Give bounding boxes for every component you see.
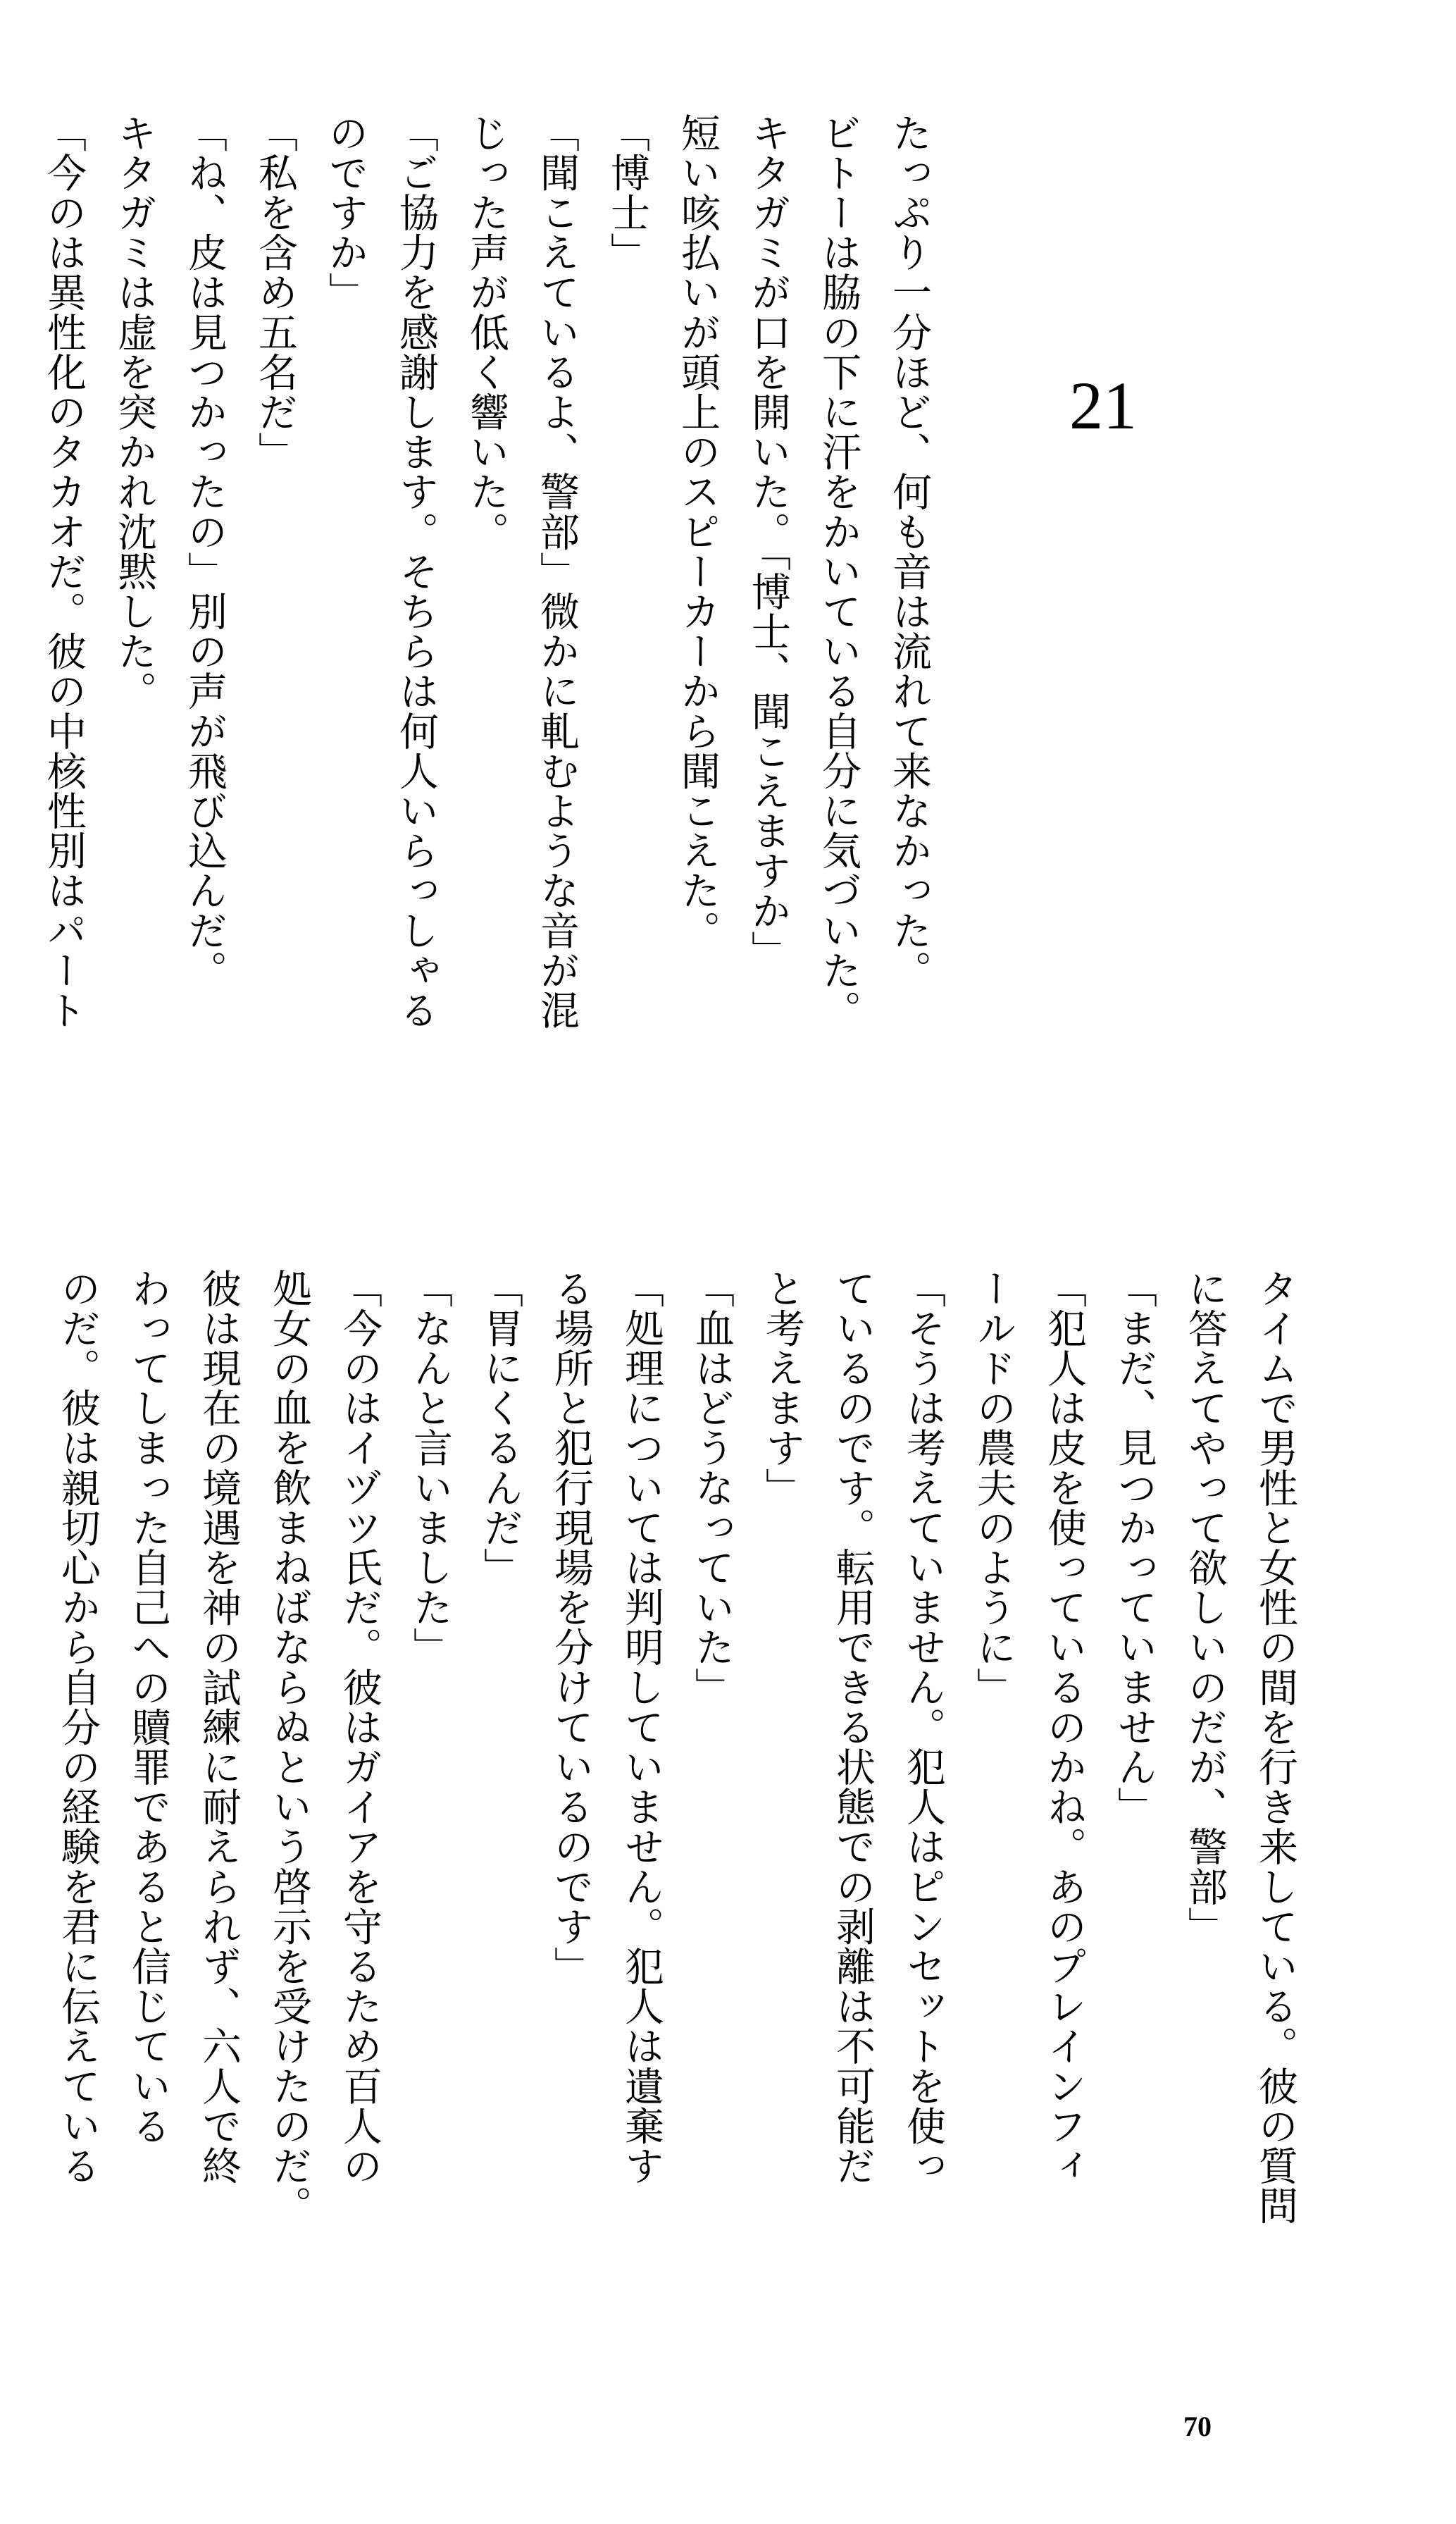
text-line: ビトーは脇の下に汗をかいている自分に気づいた。 bbox=[816, 113, 861, 1030]
text-line: 「胃にくるんだ」 bbox=[478, 1268, 523, 1588]
text-line: 「私を含め五名だ」 bbox=[252, 113, 298, 472]
text-line: 「処理については判明していません。犯人は遺棄す bbox=[618, 1268, 664, 2186]
page-number: 70 bbox=[1183, 2411, 1212, 2442]
text-line: 「血はどうなっていた」 bbox=[689, 1268, 735, 1707]
text-line: る場所と犯行現場を分けているのです」 bbox=[548, 1268, 594, 1986]
text-line: 「聞こえているよ、警部」微かに軋むような音が混 bbox=[534, 113, 580, 1030]
text-line: 「犯人は皮を使っているのかね。あのプレインフィ bbox=[1041, 1268, 1087, 2186]
text-line: 「今のは異性化のタカオだ。彼の中核性別はパート bbox=[41, 113, 87, 1030]
text-line: じった声が低く響いた。 bbox=[463, 113, 509, 552]
text-line: ているのです。転用できる状態での剥離は不可能だ bbox=[830, 1268, 876, 2186]
text-line: わってしまった自己への贖罪であると信じている bbox=[125, 1268, 171, 2146]
text-line: 短い咳払いが頭上のスピーカーから聞こえた。 bbox=[675, 113, 721, 951]
text-line: 「なんと言いました」 bbox=[407, 1268, 453, 1667]
text-line: 「ご協力を感謝します。そちらは何人いらっしゃる bbox=[393, 113, 439, 1030]
text-line: ールドの農夫のように」 bbox=[971, 1268, 1016, 1707]
text-line: 処女の血を飲まねばならぬという啓示を受けたのだ。 bbox=[266, 1268, 312, 2226]
text-line: タイムで男性と女性の間を行き来している。彼の質問 bbox=[1252, 1268, 1298, 2226]
text-line: に答えてやって欲しいのだが、警部」 bbox=[1182, 1268, 1228, 1947]
text-line: のですか」 bbox=[323, 113, 368, 312]
text-line: キタガミは虚を突かれ沈黙した。 bbox=[111, 113, 157, 711]
text-line: 「博士」 bbox=[604, 113, 650, 273]
text-line: のだ。彼は親切心から自分の経験を君に伝えている bbox=[55, 1268, 101, 2186]
text-line: 「今のはイヅツ氏だ。彼はガイアを守るため百人の bbox=[337, 1268, 382, 2186]
chapter-number: 21 bbox=[1069, 368, 1137, 443]
text-line: キタガミが口を開いた。「博士、聞こえますか」 bbox=[745, 113, 791, 971]
text-line: と考えます」 bbox=[759, 1268, 805, 1508]
body-text-lower bbox=[56, 1268, 1310, 2396]
text-line: 彼は現在の境遇を神の試練に耐えられず、六人で終 bbox=[196, 1268, 242, 2186]
body-text-upper bbox=[41, 113, 944, 1240]
text-line: 「まだ、見つかっていません」 bbox=[1112, 1268, 1157, 1827]
text-line: 「そうは考えていません。犯人はピンセットを使っ bbox=[900, 1268, 946, 2186]
text-line: たっぷり一分ほど、何も音は流れて来なかった。 bbox=[886, 113, 932, 991]
text-line: 「ね、皮は見つかったの」別の声が飛び込んだ。 bbox=[182, 113, 228, 991]
